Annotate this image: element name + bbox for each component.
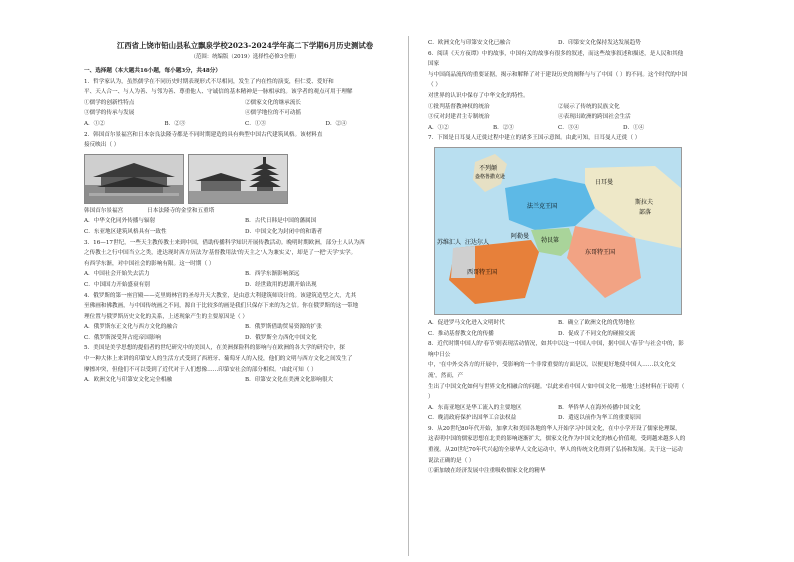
question-8-options bbox=[428, 403, 688, 424]
question-1-options bbox=[84, 119, 406, 130]
option[interactable]: B．②③ bbox=[493, 124, 514, 131]
map-label: 东哥特王国 bbox=[585, 248, 616, 256]
question-6-line: 对世界的认识中保存了中华文化的特性。 bbox=[428, 92, 529, 99]
map-svg bbox=[435, 148, 681, 314]
question-8-line: 8．近代时期中国人的'春节'则表现活动情况，如其中以这一中国人中国，据中国人'春节'与社会中的，影响中日公 bbox=[428, 341, 684, 358]
map-label: 日耳曼 bbox=[595, 178, 614, 186]
item: ①批判基督教神权的统治 bbox=[428, 103, 490, 110]
option[interactable]: D．促成了不同文化的碰撞交流 bbox=[558, 330, 636, 337]
option[interactable]: B．西学东渐影响深远 bbox=[245, 271, 300, 278]
option[interactable]: A．①② bbox=[428, 124, 449, 131]
question-7-options bbox=[428, 318, 688, 339]
caption-gyeongbokgung: 韩国首尔景福宫 bbox=[84, 207, 124, 214]
question-6-items bbox=[428, 102, 688, 123]
question-5-line: 5．美国是美学思想的提倡者的世纪研究中的美国人，在美洲探险科的影响与在欧洲的各大学的研究中，探 bbox=[84, 345, 345, 352]
option[interactable]: C．晚清政府保护出国华工合法权益 bbox=[428, 415, 517, 422]
option[interactable]: D．中国文化为封闭中的和谐者 bbox=[245, 228, 323, 235]
question-2-images bbox=[84, 154, 406, 204]
option[interactable]: A．东南亚地区是华工流入的主要地区 bbox=[428, 404, 522, 411]
germanic-kingdoms-map bbox=[434, 147, 682, 315]
question-8-line: 生出了中国文化如何与世界文化相融合的问题。'以此来看中国人'如中国文化一般地'上述材料在于说明（ ） bbox=[428, 383, 685, 401]
option[interactable]: B．确立了欧洲文化的优势地位 bbox=[558, 319, 635, 326]
question-4-line: 4．俄罗斯的第一座宫殿——克里姆林宫的圣母升天大教堂，是由意大利建筑师设计的。该建筑造型之大，尤其 bbox=[84, 292, 357, 299]
question-4-options bbox=[84, 322, 406, 343]
option[interactable]: C．俄罗斯深受拜占庭帝国影响 bbox=[84, 334, 161, 341]
option[interactable]: A．促进罗马文化进入文明时代 bbox=[428, 319, 505, 326]
option[interactable]: B．古代日韩是中国的藩属国 bbox=[245, 218, 317, 225]
map-label: 西哥特王国 bbox=[467, 268, 498, 276]
question-5-line: 中一种大体上来讲的印第安人的生活方式受到了西班牙、葡萄牙人的入侵，他们的文明与西方文化之间发生了 bbox=[84, 356, 353, 363]
option[interactable]: A．中华文化同外传播与辐射 bbox=[84, 218, 156, 225]
page-subtitle: （范围：统编版（2019）选择性必修3全册） bbox=[190, 54, 300, 60]
map-label: 苏维汇人 bbox=[437, 238, 462, 246]
question-2-captions bbox=[84, 206, 406, 217]
map-label: 勃艮第 bbox=[541, 236, 560, 244]
item: ①儒学的创新性特点 bbox=[84, 99, 135, 106]
page-title: 江西省上饶市铅山县私立飘泉学校2023-2024学年高二下学期6月历史测试卷 bbox=[116, 41, 374, 50]
question-2-options bbox=[84, 216, 406, 237]
item: ④儒学地位的不可动摇 bbox=[245, 110, 301, 117]
option[interactable]: C．①③ bbox=[245, 120, 267, 127]
option[interactable]: A．①② bbox=[84, 120, 105, 127]
option[interactable]: D．②④ bbox=[325, 120, 347, 127]
option[interactable]: D．印第安文化保持发达发展趋势 bbox=[558, 40, 641, 46]
question-3-line: 3．16—17世纪，一些天主教传教士来到中国，借助传播科学知识开展传教活动。晚明时期欧洲，部分士人认为西 bbox=[84, 239, 365, 246]
question-8-line: 中，'在中外交各方的开展中，受影响的一个非常重要的方面是以，以便更好地使中国人……以文化交流'，然而，产 bbox=[428, 362, 676, 379]
option[interactable]: A．欧洲文化与印第安文化完全相融 bbox=[84, 377, 172, 384]
option[interactable]: B．印第安文化在美洲文化影响很大 bbox=[245, 377, 334, 384]
item: ②展示了传统的民族文化 bbox=[558, 103, 620, 110]
map-label: 盎格鲁撒克逊 bbox=[475, 173, 506, 180]
question-9-item: ①新加坡在经济发展中注重吸收儒家文化的精华 bbox=[428, 468, 546, 475]
option[interactable]: C．③④ bbox=[558, 124, 580, 131]
item: ③反对封建君主专制统治 bbox=[428, 114, 490, 121]
caption-horyuji: 日本法隆寺的金堂和五重塔 bbox=[147, 207, 215, 214]
question-6-line: 6．阅读《天方夜谭》中的故事，中国有关的故事有很多的叙述，而这些故事叙述和描述，是人民和其他国家 bbox=[428, 50, 684, 68]
map-label: 法兰克王国 bbox=[527, 202, 558, 210]
map-label: 部落 bbox=[639, 208, 652, 216]
gyeongbokgung-photo bbox=[84, 154, 184, 204]
question-4-line: 理位置与俄罗斯历史文化的关系，上述现象产生的主要原因是（ ） bbox=[84, 313, 248, 320]
question-2-line: 接反映出（ ） bbox=[84, 142, 120, 149]
question-6-line: 与中国商品流传的重要证据，揭示和解释了对于建设历史的阐释与与了中国（ ）的不同。这个时代的中国（ ） bbox=[428, 71, 688, 89]
map-label: 阿勒曼 bbox=[511, 232, 530, 240]
horyuji-photo bbox=[188, 154, 288, 204]
option[interactable]: C．中国国力开始盛衰有别 bbox=[84, 281, 150, 288]
option[interactable]: B．②③ bbox=[164, 120, 186, 127]
option[interactable]: B．俄罗斯借助贸易资源的扩张 bbox=[245, 324, 322, 331]
map-label: 不列颠 bbox=[479, 164, 498, 172]
question-3-options bbox=[84, 269, 406, 290]
item: ④表现出欧洲的跨国社会生活 bbox=[558, 114, 631, 121]
option[interactable]: D．遣返以前作为华工的重要原因 bbox=[558, 415, 641, 422]
question-9-line: 重视。从20世纪70年代兴起的全球华人文化运动中，华人的传统文化得到了弘扬和发展。关于这一运动说法正确的是（ ） bbox=[428, 447, 683, 464]
section-heading: 一、选择题（本大题共16小题，每小题3分，共48分） bbox=[84, 68, 221, 74]
option[interactable]: C．东亚地区建筑风格具有一致性 bbox=[84, 228, 167, 235]
option[interactable]: A．俄罗斯东正文化与西方文化的融合 bbox=[84, 324, 178, 331]
map-label: 斯拉夫 bbox=[635, 198, 654, 206]
right-column bbox=[428, 38, 688, 477]
question-5-line: 摩擦冲突，但他们不可以受到了近代对于人们想像……印第安社会的部分相似。'由此可知（ ） bbox=[84, 366, 317, 373]
map-label: 汪达尔人 bbox=[465, 238, 490, 246]
question-1-line: 平、天人合一、与人为善、与邻为善、尊重他人、守诚信的基本精神是一脉相承的。该学者的观点可用于理解 bbox=[84, 89, 353, 96]
left-column bbox=[84, 36, 406, 386]
item: ③儒学的传承与发展 bbox=[84, 110, 135, 117]
question-1-line: 1．哲学家认为，虽然儒学在不同历史时期表现形式不尽相同，发生了内在性的演变，但仁爱、爱好和 bbox=[84, 78, 334, 85]
question-5-options-cont bbox=[428, 38, 688, 49]
question-3-line: 有西学东渐，对中国社会的影响有限。这一时期（ ） bbox=[84, 260, 215, 267]
option[interactable]: D．经世致用的思潮开始出现 bbox=[245, 281, 317, 288]
option[interactable]: C．推动基督教文化的传播 bbox=[428, 330, 494, 337]
question-7-line: 7．下图是日耳曼人迁徙过程中建立的诸多王国示意图。由此可知，日耳曼人迁徙（ ） bbox=[428, 135, 641, 142]
option[interactable]: C．欧洲文化与印第安文化已融合 bbox=[428, 40, 511, 46]
question-4-line: 至佛画和佛教画，与中国传统画之不同，源自于比较多的画是我们只保存下来的为之信。你在俄罗斯的这一带地 bbox=[84, 303, 359, 310]
option[interactable]: A．中国社会开始失去活力 bbox=[84, 271, 150, 278]
question-9-line: 这表明中国的儒家思想在北美的影响逐渐扩大，儒家文化作为中国文化的核心价值观，受到越来越多人的 bbox=[428, 436, 686, 443]
option[interactable]: D．俄罗斯全力西化中国文化 bbox=[245, 334, 317, 341]
option[interactable]: B．华侨华人在海外传播中国文化 bbox=[558, 404, 641, 411]
question-6-options bbox=[428, 123, 688, 134]
item: ②儒家文化的继承流长 bbox=[245, 99, 301, 106]
question-2-line: 2．韩国首尔景福宫和日本奈良法隆寺都是不同时期建造的具有典型中国古代建筑风格。该材料直 bbox=[84, 131, 323, 138]
option[interactable]: D．①④ bbox=[623, 124, 645, 131]
question-5-options bbox=[84, 375, 406, 386]
question-3-line: 之传教士之行中国当立之类，进达现时西方历法为'基督教用法'的天主之'人为兼实义'，却是了一把'天学'实学。 bbox=[84, 250, 357, 257]
question-9-line: 9．从20世纪80年代开始，加拿大和美国各地的华人开始学习中国文化，在中小学开设了儒家伦理课， bbox=[428, 425, 681, 432]
question-1-items bbox=[84, 98, 406, 119]
column-divider bbox=[408, 36, 409, 556]
